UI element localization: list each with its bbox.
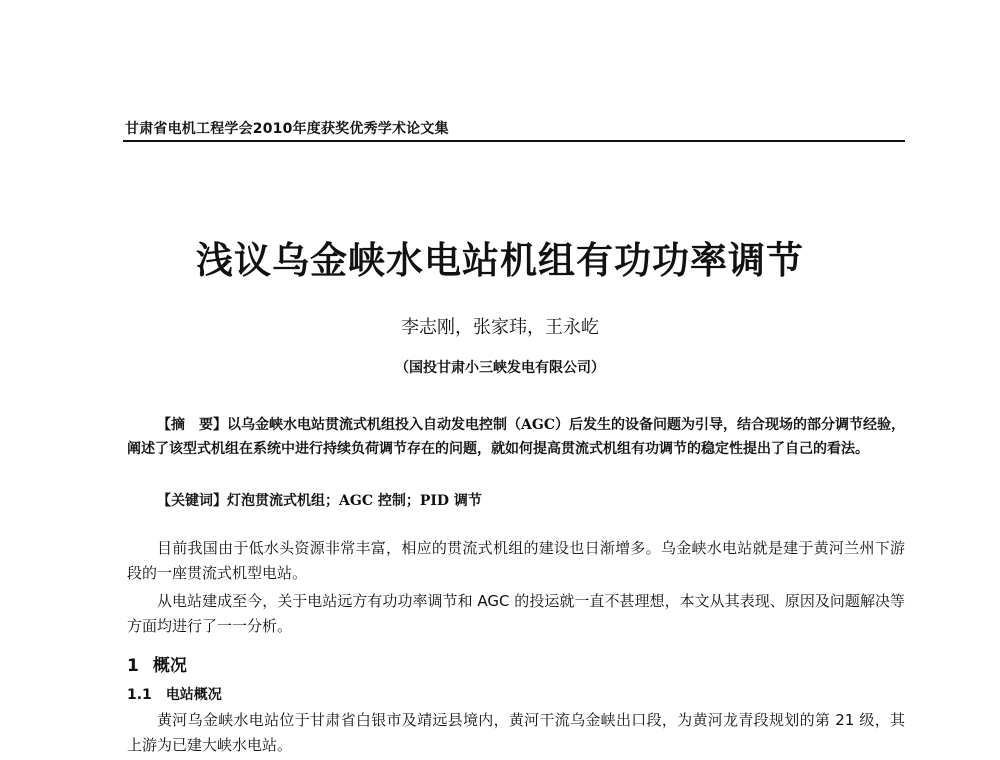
paper-authors: 李志刚，张家玮，王永屹 [401, 317, 599, 338]
abstract-text: 以乌金峡水电站贯流式机组投入自动发电控制（AGC）后发生的设备问题为引导，结合现场的部分调节经验，阐述了该型式机组在系统中进行持续负荷调节存在的问题，就如何提高贯流式机组有功调节的稳定性提出了自己的看法。 [127, 417, 906, 457]
intro-paragraph-1: 目前我国由于低水头资源非常丰富，相应的贯流式机组的建设也日渐增多。乌金峡水电站就是建于黄河兰州下游段的一座贯流式机型电站。 [127, 539, 905, 582]
abstract-label: 【摘 要】 [157, 417, 228, 433]
paper-affiliation: （国投甘肃小三峡发电有限公司） [395, 360, 605, 376]
section-1-number: 1 [127, 656, 139, 676]
running-header: 甘肃省电机工程学会2010年度获奖优秀学术论文集 [125, 121, 449, 137]
section-1-1-heading [127, 684, 222, 704]
keywords-label: 【关键词】 [157, 493, 227, 509]
section-1-1-title: 电站概况 [165, 687, 222, 703]
section-1-1-paragraph: 黄河乌金峡水电站位于甘肃省白银市及靖远县境内，黄河干流乌金峡出口段，为黄河龙青段规划的第 21 级，其上游为已建大峡水电站。 [127, 711, 905, 754]
section-1-heading [127, 651, 187, 676]
intro-paragraph-2: 从电站建成至今，关于电站远方有功功率调节和 AGC 的投运就一直不甚理想，本文从其表现、原因及问题解决等方面均进行了一一分析。 [127, 592, 905, 635]
abstract [127, 413, 905, 461]
header-rule [123, 140, 905, 142]
keywords-text: 灯泡贯流式机组；AGC 控制；PID 调节 [227, 493, 482, 509]
keywords [127, 489, 905, 513]
paper-title: 浅议乌金峡水电站机组有功功率调节 [196, 238, 804, 282]
section-1-1-number: 1.1 [127, 687, 152, 703]
section-1-title: 概况 [152, 656, 187, 676]
